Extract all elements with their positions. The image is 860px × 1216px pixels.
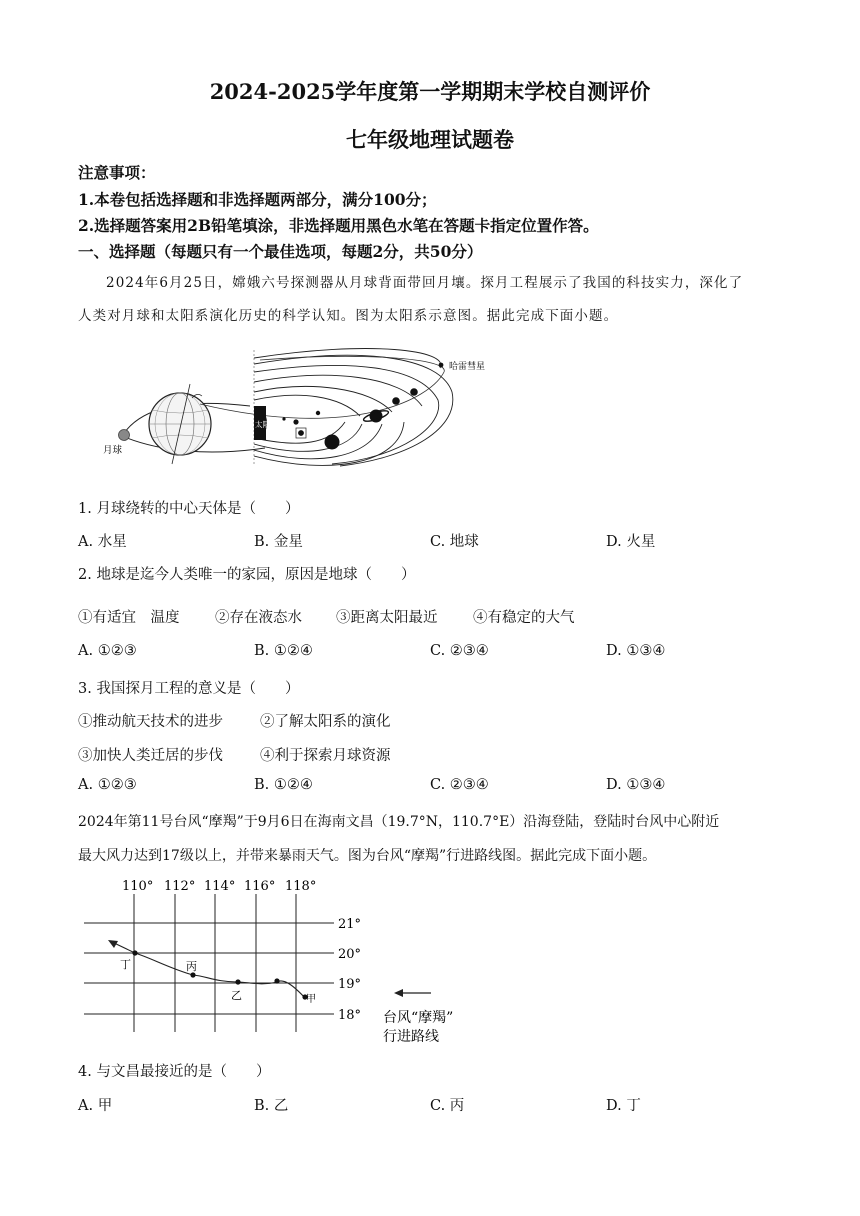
q3-option-b[interactable]: B. ①②④ (254, 777, 313, 793)
point-label-ding: 丁 (120, 958, 131, 971)
moon-label: 月球 (103, 445, 123, 456)
lon-label-118: 118° (285, 879, 317, 894)
halley-comet-label: 哈雷彗星 (449, 362, 486, 372)
passage-1-line-1: 2024年6月25日，嫦娥六号探测器从月球背面带回月壤。探月工程展示了我国的科技实力，深化了 (106, 275, 744, 291)
q2-statement-2: ②存在液态水 (215, 610, 302, 626)
q4-option-a[interactable]: A. 甲 (78, 1098, 113, 1114)
q4-option-c[interactable]: C. 丙 (430, 1098, 465, 1114)
q1-option-a[interactable]: A. 水星 (78, 534, 127, 550)
q4-option-d[interactable]: D. 丁 (606, 1098, 641, 1114)
planet-earth (298, 430, 304, 436)
notice-heading: 注意事项： (78, 163, 156, 182)
q3-statement-3: ③加快人类迁居的步伐 (78, 748, 223, 764)
legend-line-1: 台风“摩羯” (383, 1010, 454, 1026)
typhoon-track-figure (76, 872, 496, 1052)
section-heading: 一、选择题（每题只有一个最佳选项，每题2分，共50分） (78, 242, 483, 261)
q3-option-d[interactable]: D. ①③④ (606, 777, 666, 793)
passage-2-line-1: 2024年第11号台风“摩羯”于9月6日在海南文昌（19.7°N，110.7°E）沿海登陆，登陆时台风中心附近 (78, 814, 720, 830)
point-bing (190, 972, 195, 977)
q3-option-a[interactable]: A. ①②③ (78, 777, 137, 793)
point-label-bing: 丙 (186, 960, 197, 973)
q4-stem: 4. 与文昌最接近的是（ ） (78, 1064, 271, 1080)
halley-comet (439, 363, 444, 368)
solar-system-figure (100, 340, 520, 470)
lon-label-110: 110° (122, 879, 154, 894)
lon-label-116: 116° (244, 879, 276, 894)
q1-option-b[interactable]: B. 金星 (254, 534, 303, 550)
q2-statement-1: ①有适宜 温度 (78, 610, 180, 626)
passage-1-line-2: 人类对月球和太阳系演化历史的科学认知。图为太阳系示意图。据此完成下面小题。 (78, 308, 619, 324)
q2-statement-4: ④有稳定的大气 (473, 610, 575, 626)
passage-2-line-2: 最大风力达到17级以上，并带来暴雨天气。图为台风“摩羯”行进路线图。据此完成下面小题。 (78, 848, 657, 864)
planet-orbits (200, 349, 453, 466)
meridian-lines (134, 894, 296, 1032)
lon-label-112: 112° (164, 879, 196, 894)
notice-item-1: 1.本卷包括选择题和非选择题两部分，满分100分； (78, 190, 437, 209)
lat-label-20: 20° (338, 947, 362, 962)
q3-statement-1: ①推动航天技术的进步 (78, 714, 223, 730)
lat-label-21: 21° (338, 917, 362, 932)
q1-stem: 1. 月球绕转的中心天体是（ ） (78, 501, 300, 517)
q2-option-b[interactable]: B. ①②④ (254, 643, 313, 659)
legend-arrowhead (394, 989, 403, 997)
planet-mercury (282, 417, 285, 420)
planet-uranus (392, 397, 400, 405)
planet-mars (316, 411, 320, 415)
page-title: 2024-2025学年度第一学期期末学校自测评价 (209, 79, 651, 104)
sun-label: 太阳 (255, 420, 270, 429)
typhoon-path (112, 942, 306, 999)
notice-item-2: 2.选择题答案用2B铅笔填涂，非选择题用黑色水笔在答题卡指定位置作答。 (78, 216, 599, 235)
moon (119, 430, 130, 441)
planet-neptune (410, 388, 418, 396)
q3-statement-2: ②了解太阳系的演化 (260, 714, 391, 730)
q3-stem: 3. 我国探月工程的意义是（ ） (78, 681, 300, 697)
q2-option-d[interactable]: D. ①③④ (606, 643, 666, 659)
point-yi (235, 979, 240, 984)
q2-option-c[interactable]: C. ②③④ (430, 643, 489, 659)
point-label-yi: 乙 (231, 989, 242, 1002)
q4-option-b[interactable]: B. 乙 (254, 1098, 289, 1114)
q1-option-c[interactable]: C. 地球 (430, 534, 479, 550)
lat-label-19: 19° (338, 977, 362, 992)
planet-jupiter (325, 435, 340, 450)
q2-option-a[interactable]: A. ①②③ (78, 643, 137, 659)
point-unlabeled (274, 978, 279, 983)
lon-label-114: 114° (204, 879, 236, 894)
planet-saturn (363, 409, 390, 424)
q3-statement-4: ④利于探索月球资源 (260, 748, 391, 764)
page-subtitle: 七年级地理试题卷 (346, 127, 514, 152)
planet-venus (293, 419, 298, 424)
q1-option-d[interactable]: D. 火星 (606, 534, 656, 550)
lat-label-18: 18° (338, 1008, 362, 1023)
q3-option-c[interactable]: C. ②③④ (430, 777, 489, 793)
point-ding (132, 950, 137, 955)
legend-line-2: 行进路线 (383, 1029, 439, 1045)
q2-statement-3: ③距离太阳最近 (336, 610, 438, 626)
q2-stem: 2. 地球是迄今人类唯一的家园，原因是地球（ ） (78, 567, 416, 583)
point-label-jia: 甲 (306, 994, 316, 1005)
